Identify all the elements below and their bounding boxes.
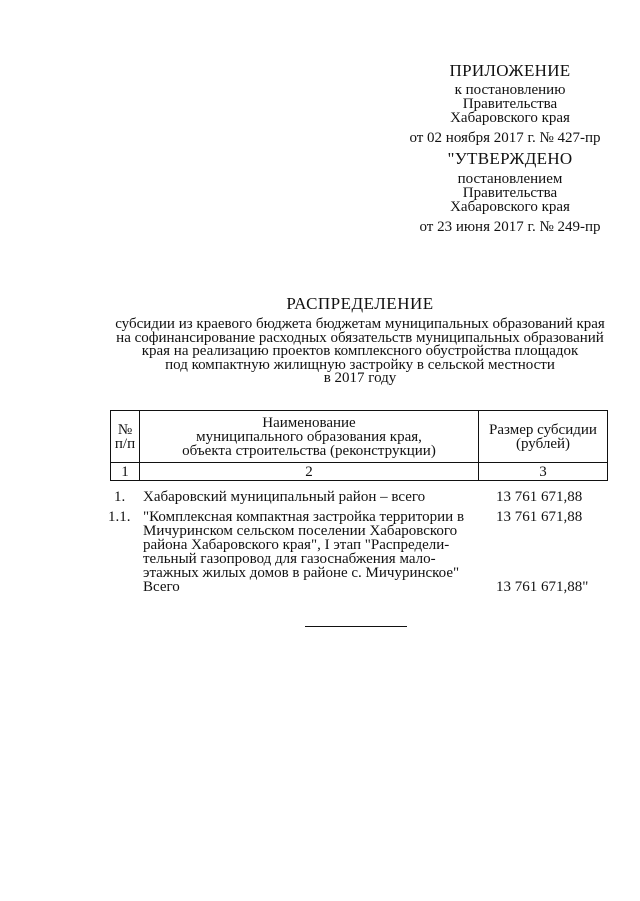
- approval-title: "УТВЕРЖДЕНО: [447, 149, 573, 168]
- row-name-line: "Комплексная компактная застройка территории в: [143, 509, 465, 525]
- col-number-cell: 1: [111, 463, 140, 481]
- approval-line: постановлением: [457, 171, 563, 187]
- subtitle-line: в 2017 году: [323, 370, 397, 386]
- header-num-line: №: [117, 421, 133, 438]
- appendix-block: [380, 61, 620, 146]
- col-number-cell: 2: [140, 463, 479, 481]
- col-number-cell: 3: [479, 463, 608, 481]
- separator-line: [305, 626, 407, 627]
- subtitle-line: на софинансирование расходных обязательств муниципальных образований: [116, 329, 604, 346]
- approval-line: Хабаровского края: [450, 199, 570, 215]
- header-amount-line: (рублей): [515, 435, 571, 452]
- subtitle-line: края на реализацию проектов комплексного обустройства площадок: [141, 343, 579, 359]
- row-number: 1.: [114, 489, 126, 505]
- approval-line: Правительства: [462, 185, 558, 201]
- document-title: РАСПРЕДЕЛЕНИЕ: [286, 294, 434, 313]
- row-name-line: этажных жилых домов в районе с. Мичуринское": [143, 565, 460, 581]
- header-name-line: объекта строительства (реконструкции): [182, 442, 436, 459]
- row-amount: 13 761 671,88: [496, 509, 583, 525]
- header-num-line: п/п: [114, 435, 136, 452]
- row-amount: 13 761 671,88: [496, 489, 583, 505]
- total-amount: 13 761 671,88": [496, 579, 589, 595]
- header-name-line: муниципального образования края,: [196, 428, 422, 445]
- row-name-line: тельный газопровод для газоснабжения мало-: [143, 551, 436, 567]
- appendix-line: Хабаровского края: [450, 110, 570, 126]
- row-number: 1.1.: [108, 509, 131, 525]
- appendix-line: к постановлению: [454, 82, 566, 98]
- header-name-line: Наименование: [262, 414, 356, 431]
- approval-block: [380, 149, 620, 235]
- row-name-block: [143, 510, 471, 580]
- row-name-line: района Хабаровского края", I этап "Распредели-: [143, 537, 450, 553]
- header-amount-line: Размер субсидии: [489, 421, 597, 438]
- subtitle-line: под компактную жилищную застройку в сельской местности: [165, 356, 555, 373]
- document-subtitle: [0, 318, 640, 386]
- subsidy-table-header: [110, 410, 608, 481]
- header-name-cell: [140, 411, 479, 463]
- row-name: Хабаровский муниципальный район – всего: [143, 489, 426, 505]
- appendix-line: Правительства: [462, 96, 558, 112]
- appendix-date-line: от 02 ноября 2017 г. № 427-пр: [409, 130, 601, 146]
- row-name-line: Мичуринском сельском поселении Хабаровского: [143, 523, 458, 539]
- header-amount-cell: [479, 411, 608, 463]
- header-num-cell: [111, 411, 140, 463]
- total-label: Всего: [143, 579, 180, 595]
- subtitle-line: субсидии из краевого бюджета бюджетам муниципальных образований края: [115, 316, 605, 332]
- appendix-title: ПРИЛОЖЕНИЕ: [449, 61, 571, 80]
- approval-date-line: от 23 июня 2017 г. № 249-пр: [419, 219, 601, 235]
